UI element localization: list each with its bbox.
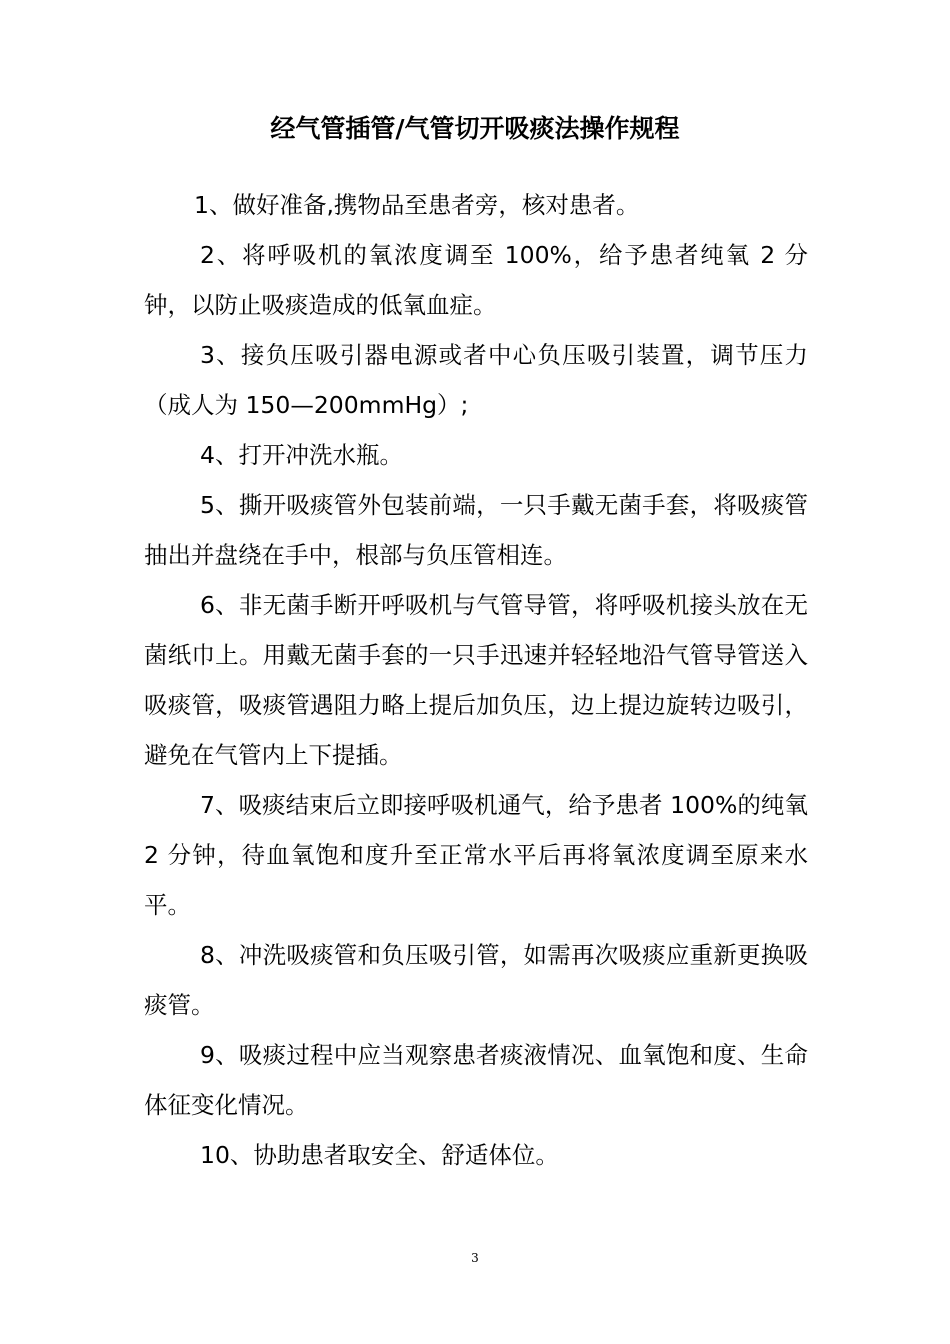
step-paragraph-1: 1、做好准备,携物品至患者旁，核对患者。 bbox=[194, 191, 640, 219]
step-paragraph-6: 6、非无菌手断开呼吸机与气管导管，将呼吸机接头放在无菌纸巾上。用戴无菌手套的一只手迅速并轻轻地沿气管导管送入吸痰管，吸痰管遇阻力略上提后加负压，边上提边旋转边吸引，避免在气管内上下提插。 bbox=[144, 591, 808, 769]
step-paragraph-5: 5、撕开吸痰管外包装前端，一只手戴无菌手套，将吸痰管抽出并盘绕在手中，根部与负压管相连。 bbox=[144, 491, 808, 569]
document-title: 经气管插管/气管切开吸痰法操作规程 bbox=[270, 114, 680, 143]
step-paragraph-3: 3、接负压吸引器电源或者中心负压吸引装置，调节压力（成人为 150—200mmHg）; bbox=[144, 341, 808, 419]
step-paragraph-9: 9、吸痰过程中应当观察患者痰液情况、血氧饱和度、生命体征变化情况。 bbox=[144, 1041, 808, 1119]
step-paragraph-7: 7、吸痰结束后立即接呼吸机通气，给予患者 100%的纯氧 2 分钟，待血氧饱和度升至正常水平后再将氧浓度调至原来水平。 bbox=[144, 791, 808, 919]
page-number: 3 bbox=[471, 1251, 479, 1265]
procedure-steps bbox=[144, 180, 808, 1180]
step-paragraph-2: 2、将呼吸机的氧浓度调至 100%，给予患者纯氧 2 分钟，以防止吸痰造成的低氧血症。 bbox=[144, 241, 808, 319]
step-paragraph-10: 10、协助患者取安全、舒适体位。 bbox=[200, 1141, 559, 1169]
step-paragraph-8: 8、冲洗吸痰管和负压吸引管，如需再次吸痰应重新更换吸痰管。 bbox=[144, 941, 808, 1019]
step-paragraph-4: 4、打开冲洗水瓶。 bbox=[200, 441, 403, 469]
